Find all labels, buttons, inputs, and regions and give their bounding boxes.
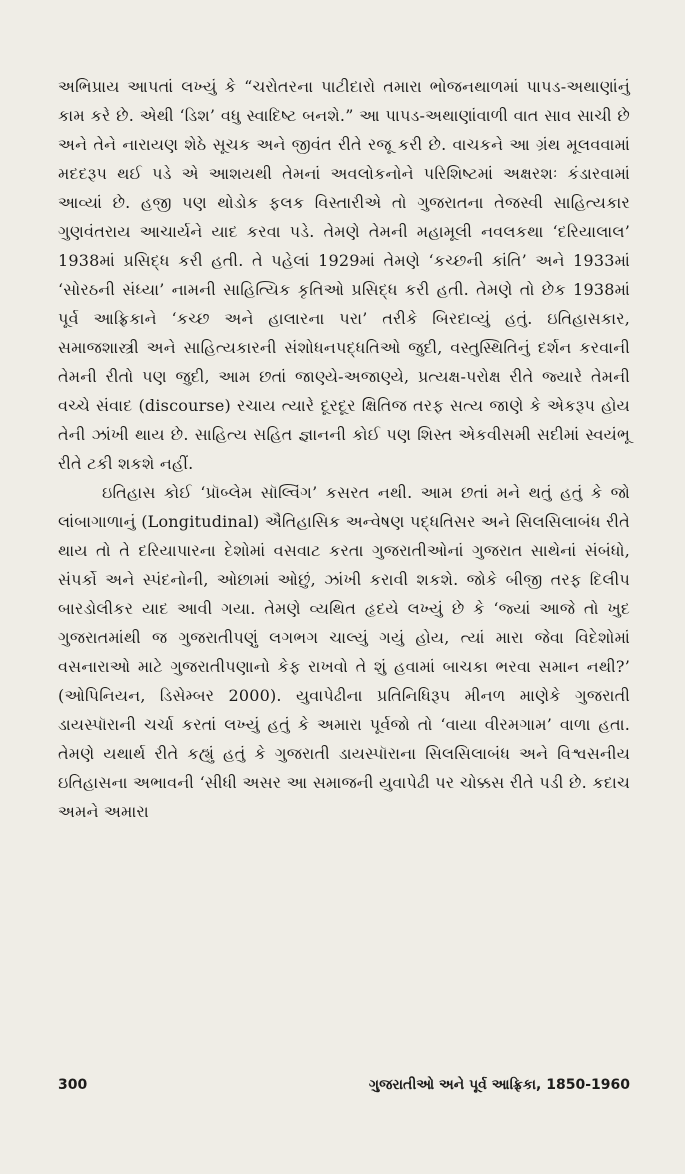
paragraph-1: અભિપ્રાય આપતાં લખ્યું કે “ચરોતરના પાટીદારો તમારા ભોજનથાળમાં પાપડ-અથાણાંનું કામ કરે છે. એથી ‘ડિશ’ વધુ સ્વાદિષ્ટ બનશે.” આ પાપડ-અથાણાંવાળી વાત સાવ સાચી છે અને તેને નારાયણ શેઠે સૂચક અને જીવંત રીતે રજૂ કરી છે. વાચકને આ ગ્રંથ મૂલવવામાં મદદરૂપ થઈ પડે એ આશયથી તેમનાં અવલોકનોને પરિશિષ્ટમાં અક્ષરશઃ કંડારવામાં આવ્યાં છે. હજી પણ થોડોક ફલક વિસ્તારીએ તો ગુજરાતના તેજસ્વી સાહિત્યકાર ગુણવંતરાય આચાર્યને યાદ કરવા પડે. તેમણે તેમની મહામૂલી નવલકથા ‘દરિયાલાલ’ 1938માં પ્રસિદ્ધ કરી હતી. તે પહેલાં 1929માં તેમણે ‘કચ્છની કાંતિ’ અને 1933માં ‘સોરઠની સંધ્યા’ નામની સાહિત્યિક કૃતિઓ પ્રસિદ્ધ કરી હતી. તેમણે તો છેક 1938માં પૂર્વ આફ્રિકાને ‘કચ્છ અને હાલારના પરા’ તરીકે બિરદાવ્યું હતું. ઇતિહાસકાર, સમાજશાસ્ત્રી અને સાહિત્યકારની સંશોધનપદ્ધતિઓ જુદી, વસ્તુસ્થિતિનું દર્શન કરવાની તેમની રીતો પણ જુદી, આમ છતાં જાણ્યે-અજાણ્યે, પ્રત્યક્ષ-પરોક્ષ રીતે જ્યારે તેમની વચ્ચે સંવાદ (discourse) રચાય ત્યારે દૂરદૂર ક્ષિતિજ તરફ સત્ય જાણે કે એકરૂપ હોય તેની ઝાંખી થાય છે. સાહિત્ય સહિત જ્ઞાનની કોઈ પણ શિસ્ત એકવીસમી સદીમાં સ્વયંભૂ રીતે ટકી શકશે નહીં. <box>58 77 630 473</box>
body-text <box>58 72 630 826</box>
page-footer <box>58 1077 630 1093</box>
running-title: ગુજરાતીઓ અને પૂર્વ આફ્રિકા, 1850-1960 <box>368 1077 630 1093</box>
paragraph-2: ઇતિહાસ કોઈ ‘પ્રૉબ્લેમ સૉલ્વિંગ’ કસરત નથી. આમ છતાં મને થતું હતું કે જો લાંબાગાળાનું (Longitudinal) ઐતિહાસિક અન્વેષણ પદ્ધતિસર અને સિલસિલાબંધ રીતે થાય તો તે દરિયાપારના દેશોમાં વસવાટ કરતા ગુજરાતીઓનાં ગુજરાત સાથેનાં સંબંધો, સંપર્કો અને સ્પંદનોની, ઓછામાં ઓછું, ઝાંખી કરાવી શકશે. જોકે બીજી તરફ દિલીપ બારડોલીકર યાદ આવી ગયા. તેમણે વ્યથિત હૃદયે લખ્યું છે કે ‘જ્યાં આજે તો ખુદ ગુજરાતમાંથી જ ગુજરાતીપણું લગભગ ચાલ્યું ગયું હોય, ત્યાં મારા જેવા વિદેશોમાં વસનારાઓ માટે ગુજરાતીપણાનો કેફ રાખવો તે શું હવામાં બાચકા ભરવા સમાન નથી?’ (ઓપિનિયન, ડિસેમ્બર 2000). યુવાપેઢીના પ્રતિનિધિરૂપ મીનળ માણેકે ગુજરાતી ડાયસ્પૉરાની ચર્ચા કરતાં લખ્યું હતું કે અમારા પૂર્વજો તો ‘વાયા વીરમગામ’ વાળા હતા. તેમણે યથાર્થ રીતે કહ્યું હતું કે ગુજરાતી ડાયસ્પૉરાના સિલસિલાબંધ અને વિશ્વસનીય ઇતિહાસના અભાવની ‘સીધી અસર આ સમાજની યુવાપેઢી પર ચોક્કસ રીતે પડી છે. કદાચ અમને અમારા <box>58 483 630 821</box>
page-number: 300 <box>58 1077 88 1093</box>
